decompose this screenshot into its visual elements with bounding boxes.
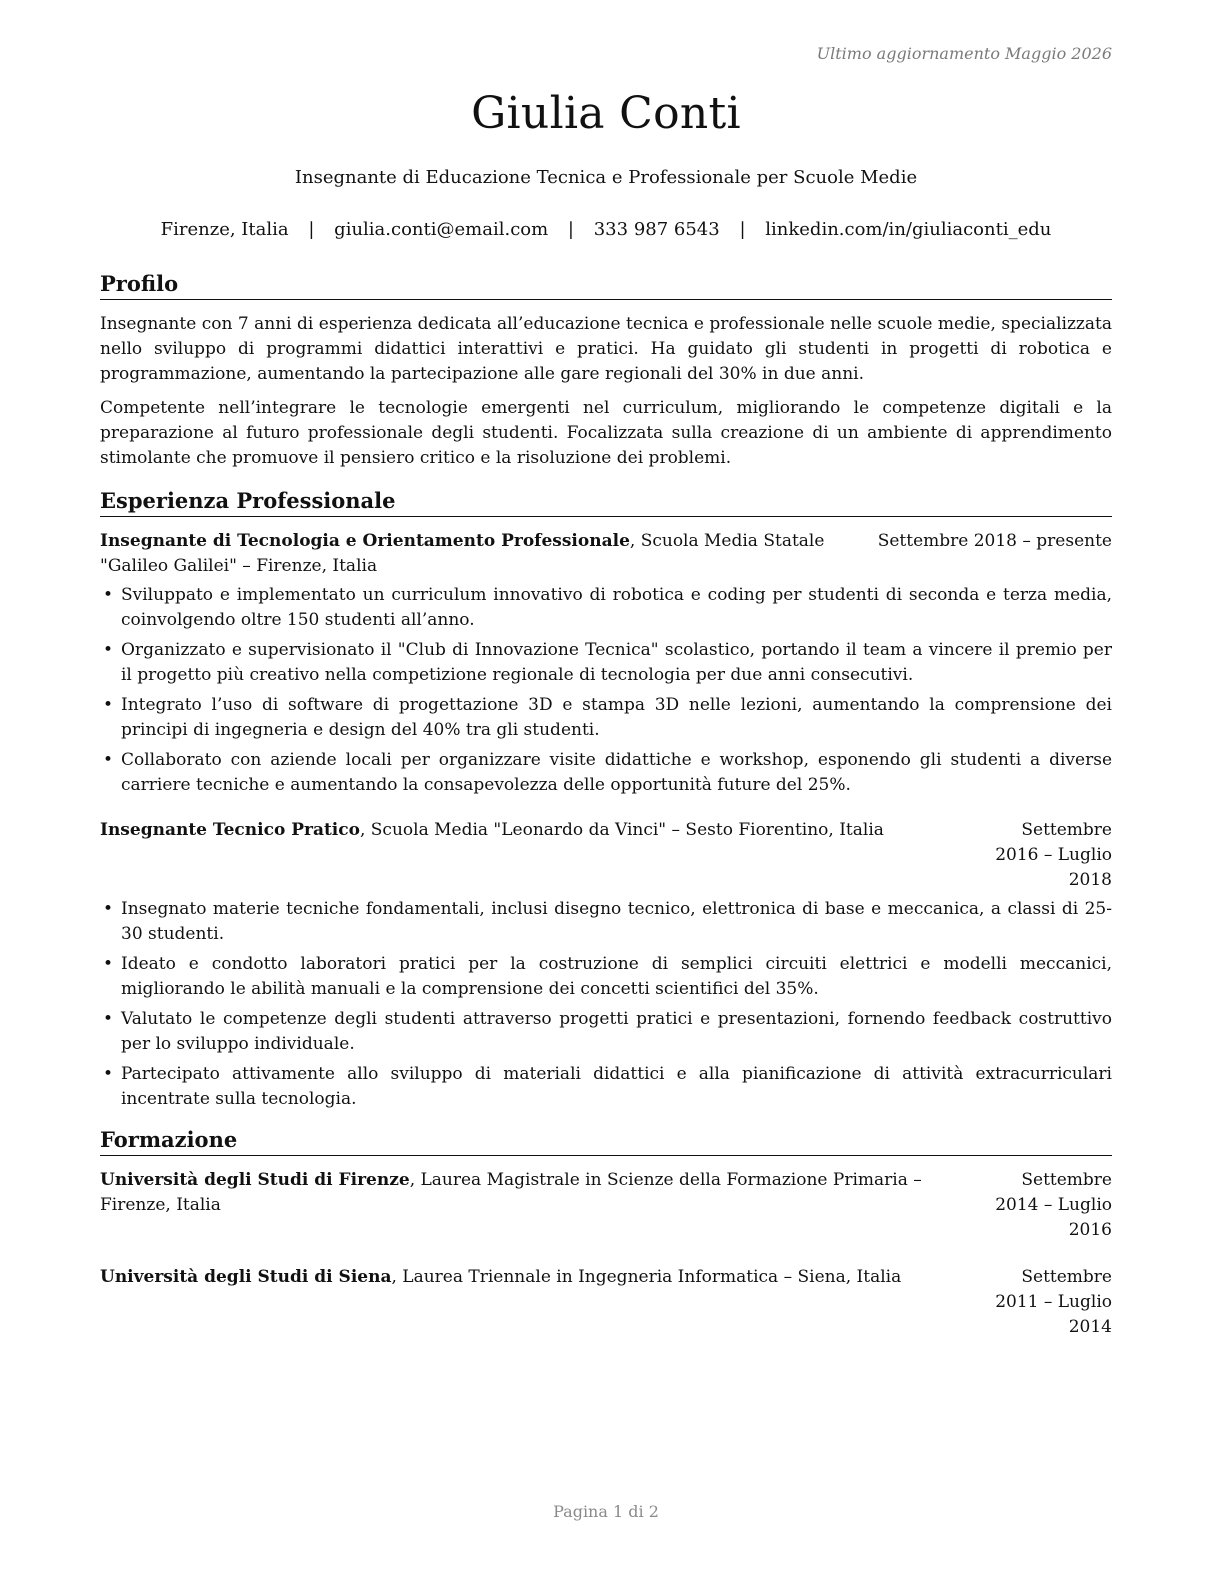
contact-linkedin[interactable]: linkedin.com/in/giuliaconti_edu	[765, 219, 1052, 240]
entry-header	[100, 529, 1112, 579]
candidate-name: Giulia Conti	[471, 88, 741, 139]
list-item	[100, 897, 1112, 947]
bullet-text: Integrato l’uso di software di progettazione 3D e stampa 3D nelle lezioni, aumentando la comprensione dei principi di ingegneria e design del 40% tra gli studenti.	[121, 695, 1112, 740]
resume-content	[100, 270, 1112, 1350]
profile-paragraph: Insegnante con 7 anni di esperienza dedicata all’educazione tecnica e professionale nelle scuole medie, specializzata nello sviluppo di programmi didattici interattivi e pratici. Ha guidato gli studenti in progetti di robotica e programmazione, aumentando la partecipazione alle gare regionali del 30% in due anni.	[100, 314, 1112, 384]
education-entry	[100, 1265, 1112, 1340]
resume-page	[100, 0, 1112, 1584]
candidate-subtitle: Insegnante di Educazione Tecnica e Professionale per Scuole Medie	[294, 167, 918, 188]
list-item	[100, 638, 1112, 688]
bullet-icon: •	[103, 585, 114, 605]
job-role: Insegnante Tecnico Pratico	[100, 820, 360, 840]
bullet-icon: •	[103, 1009, 114, 1029]
contact-line	[100, 219, 1112, 240]
section-title-education: Formazione	[100, 1126, 1112, 1156]
entry-heading	[100, 1168, 977, 1218]
entry-header	[100, 1168, 1112, 1243]
last-updated: Ultimo aggiornamento Maggio 2026	[816, 44, 1112, 63]
entry-heading	[100, 1265, 977, 1290]
entry-heading	[100, 818, 977, 843]
bullet-icon: •	[103, 695, 114, 715]
list-item	[100, 583, 1112, 633]
contact-location: Firenze, Italia	[160, 219, 289, 240]
bullet-text: Insegnato materie tecniche fondamentali, inclusi disegno tecnico, elettronica di base e meccanica, a classi di 25-30 studenti.	[121, 899, 1112, 944]
bullet-icon: •	[103, 899, 114, 919]
bullet-list	[100, 897, 1112, 1112]
bullet-icon: •	[103, 954, 114, 974]
education-institution: Università degli Studi di Siena	[100, 1267, 392, 1287]
section-title-experience: Esperienza Professionale	[100, 487, 1112, 517]
list-item	[100, 748, 1112, 798]
contact-separator: |	[567, 219, 574, 240]
bullet-icon: •	[103, 640, 114, 660]
job-organization: , Scuola Media Statale "Galileo Galilei" – Firenze, Italia	[100, 531, 825, 576]
contact-phone: 333 987 6543	[593, 219, 720, 240]
experience-section	[100, 487, 1112, 1112]
entry-heading	[100, 529, 878, 579]
section-title-profile: Profilo	[100, 270, 1112, 300]
bullet-text: Organizzato e supervisionato il "Club di Innovazione Tecnica" scolastico, portando il team a vincere il premio per il progetto più creativo nella competizione regionale di tecnologia per due anni consecutivi.	[121, 640, 1112, 685]
bullet-text: Valutato le competenze degli studenti attraverso progetti pratici e presentazioni, fornendo feedback costruttivo per lo sviluppo individuale.	[121, 1009, 1112, 1054]
bullet-text: Partecipato attivamente allo sviluppo di materiali didattici e alla pianificazione di attività extracurriculari incentrate sulla tecnologia.	[121, 1064, 1112, 1109]
experience-entry	[100, 529, 1112, 798]
education-entry	[100, 1168, 1112, 1243]
bullet-list	[100, 583, 1112, 798]
bullet-icon: •	[103, 750, 114, 770]
profile-paragraph: Competente nell’integrare le tecnologie emergenti nel curriculum, migliorando le competenze digitali e la preparazione al futuro professionale degli studenti. Focalizzata sulla creazione di un ambiente di apprendimento stimolante che promuove il pensiero critico e la risoluzione dei problemi.	[100, 398, 1112, 468]
profile-section	[100, 270, 1112, 471]
education-degree: , Laurea Triennale in Ingegneria Informatica – Siena, Italia	[391, 1267, 902, 1287]
bullet-text: Collaborato con aziende locali per organizzare visite didattiche e workshop, esponendo gli studenti a diverse carriere tecniche e aumentando la consapevolezza delle opportunità future del 25%.	[121, 750, 1112, 795]
page-number: Pagina 1 di 2	[553, 1502, 659, 1521]
job-dates: Settembre 2016 – Luglio 2018	[995, 820, 1112, 890]
entry-header	[100, 1265, 1112, 1340]
bullet-icon: •	[103, 1064, 114, 1084]
job-dates: Settembre 2018 – presente	[877, 531, 1112, 551]
education-institution: Università degli Studi di Firenze	[100, 1170, 410, 1190]
experience-entry	[100, 818, 1112, 1112]
list-item	[100, 1007, 1112, 1057]
bullet-text: Sviluppato e implementato un curriculum innovativo di robotica e coding per studenti di seconda e terza media, coinvolgendo oltre 150 studenti all’anno.	[121, 585, 1112, 630]
contact-separator: |	[739, 219, 746, 240]
education-degree: , Laurea Magistrale in Scienze della Formazione Primaria – Firenze, Italia	[100, 1170, 922, 1215]
list-item	[100, 1062, 1112, 1112]
list-item	[100, 693, 1112, 743]
list-item	[100, 952, 1112, 1002]
education-dates: Settembre 2014 – Luglio 2016	[995, 1170, 1112, 1240]
education-section	[100, 1126, 1112, 1340]
bullet-text: Ideato e condotto laboratori pratici per la costruzione di semplici circuiti elettrici e modelli meccanici, migliorando le abilità manuali e la comprensione dei concetti scientifici del 35%.	[121, 954, 1112, 999]
contact-separator: |	[308, 219, 315, 240]
contact-email[interactable]: giulia.conti@email.com	[334, 219, 549, 240]
education-dates: Settembre 2011 – Luglio 2014	[995, 1267, 1112, 1337]
job-organization: , Scuola Media "Leonardo da Vinci" – Sesto Fiorentino, Italia	[359, 820, 884, 840]
entry-header	[100, 818, 1112, 893]
job-role: Insegnante di Tecnologia e Orientamento Professionale	[100, 531, 630, 551]
